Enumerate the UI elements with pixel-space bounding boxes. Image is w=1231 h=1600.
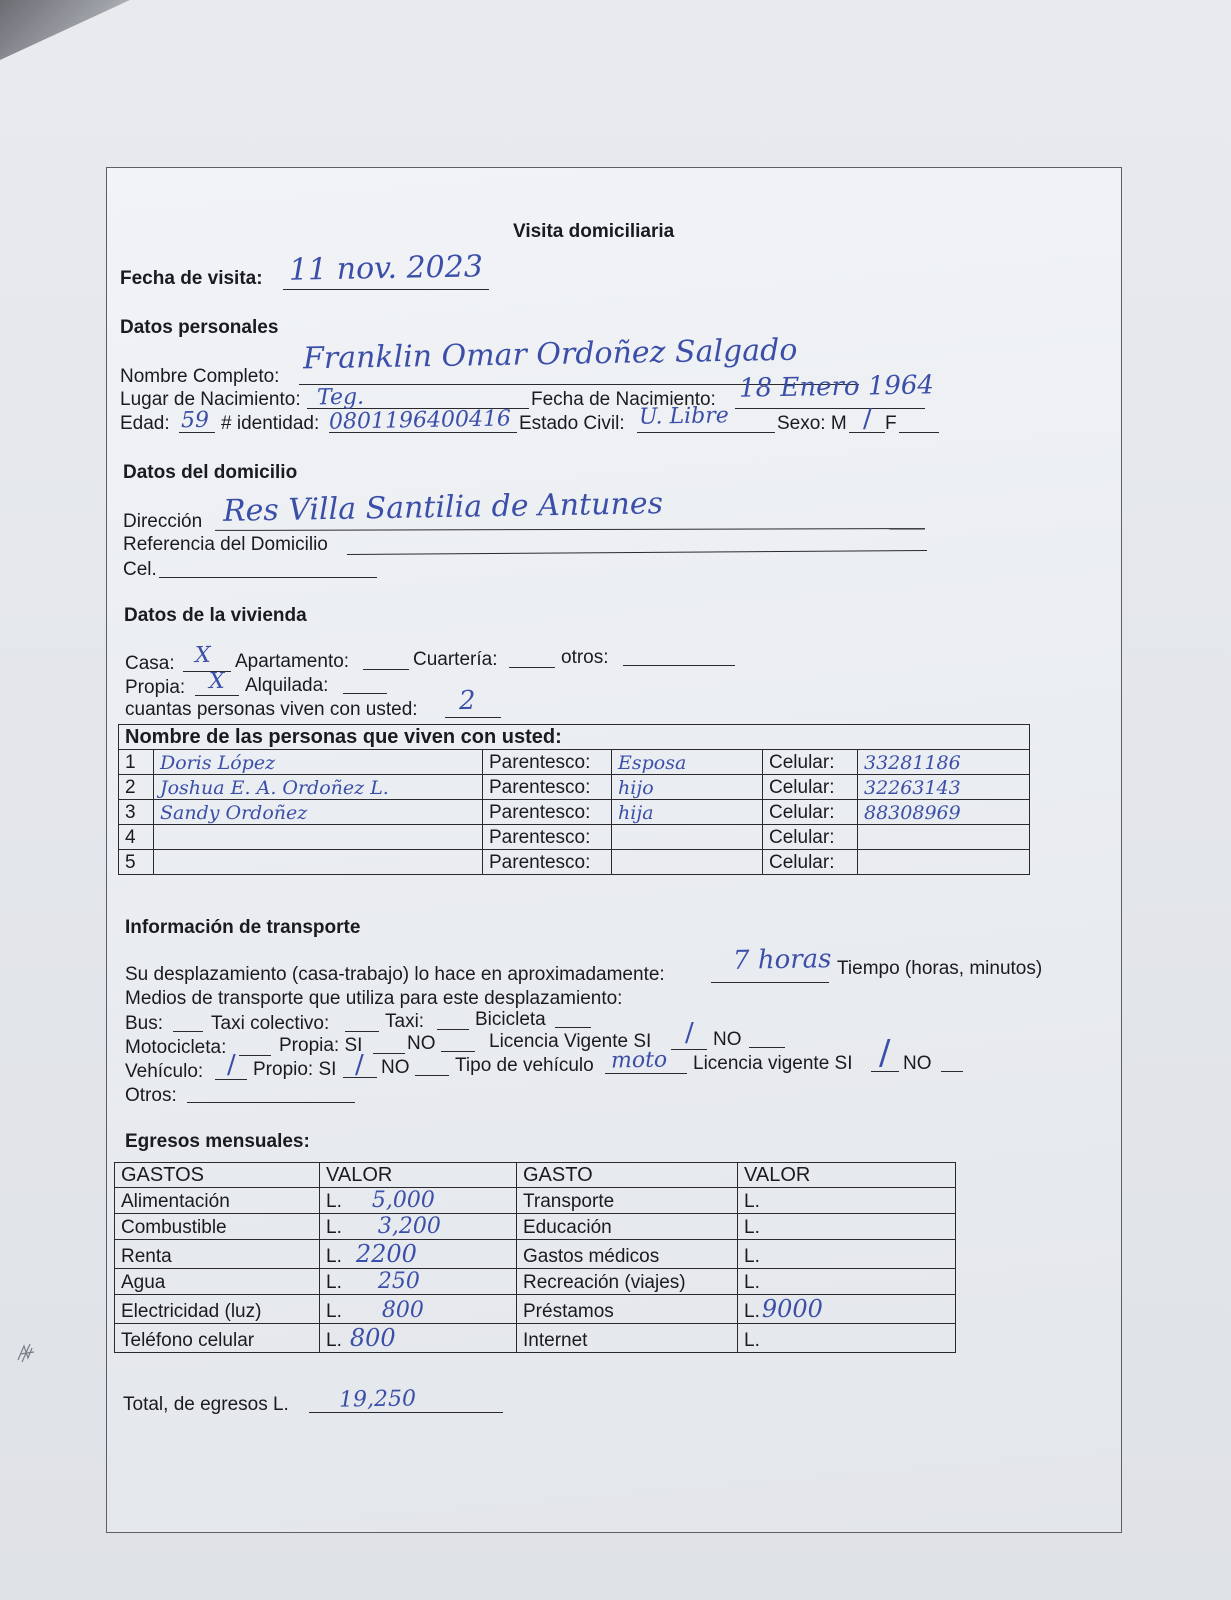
taxi-line bbox=[437, 1029, 469, 1030]
transporte-heading: Información de transporte bbox=[125, 917, 361, 938]
cuarteria-line bbox=[509, 667, 555, 668]
fecha-nacimiento-line bbox=[735, 408, 925, 409]
tiempo-label: Tiempo (horas, minutos) bbox=[837, 958, 1043, 979]
estado-civil-value[interactable]: U. Libre bbox=[638, 403, 729, 430]
table-row bbox=[119, 825, 1030, 850]
gasto2-valor-cell[interactable] bbox=[738, 1188, 956, 1214]
parentesco-label: Parentesco: bbox=[483, 750, 612, 775]
veh-propio-label: Propio: SI bbox=[253, 1059, 337, 1080]
gasto2-name: Internet bbox=[517, 1324, 738, 1353]
persona-celular[interactable]: 33281186 bbox=[858, 750, 1030, 775]
fecha-visita-line bbox=[283, 289, 489, 290]
persona-parentesco[interactable]: hijo bbox=[612, 775, 763, 800]
persona-celular[interactable]: 88308969 bbox=[858, 800, 1030, 825]
gasto-valor[interactable]: 5,000 bbox=[371, 1188, 435, 1213]
cuantas-label: cuantas personas viven con usted: bbox=[125, 699, 418, 720]
sexo-f-label: F bbox=[885, 413, 897, 434]
gasto-valor-cell[interactable] bbox=[320, 1295, 517, 1324]
alquilada-line bbox=[343, 693, 387, 694]
celular-label: Celular: bbox=[763, 775, 858, 800]
propia-label: Propia: bbox=[125, 677, 186, 698]
parentesco-label: Parentesco: bbox=[483, 825, 612, 850]
tipo-vehiculo-label: Tipo de vehículo bbox=[455, 1055, 594, 1076]
desplazamiento-value[interactable]: 7 horas bbox=[732, 944, 832, 976]
gasto-valor[interactable]: 800 bbox=[349, 1324, 396, 1352]
gasto2-valor-cell[interactable] bbox=[738, 1324, 956, 1353]
col-gastos: GASTOS bbox=[115, 1163, 320, 1188]
gasto-name: Agua bbox=[115, 1269, 320, 1295]
egresos-header-row bbox=[115, 1163, 956, 1188]
table-row bbox=[115, 1269, 956, 1295]
row-number: 4 bbox=[119, 825, 154, 850]
currency-label: L. bbox=[326, 1330, 342, 1351]
sexo-f-line bbox=[899, 432, 939, 433]
persona-nombre[interactable] bbox=[154, 850, 483, 875]
gasto2-name: Recreación (viajes) bbox=[517, 1269, 738, 1295]
table-row bbox=[115, 1295, 956, 1324]
table-row bbox=[119, 850, 1030, 875]
persona-parentesco[interactable]: hija bbox=[612, 800, 763, 825]
moto-propia-line bbox=[373, 1053, 405, 1054]
gasto-name: Alimentación bbox=[115, 1188, 320, 1214]
persona-celular[interactable] bbox=[858, 850, 1030, 875]
otros-transporte-line bbox=[187, 1102, 355, 1103]
table-row bbox=[115, 1214, 956, 1240]
cuantas-value[interactable]: 2 bbox=[458, 685, 476, 717]
table-row bbox=[115, 1240, 956, 1269]
gasto2-valor-cell[interactable] bbox=[738, 1214, 956, 1240]
taxi-colectivo-line bbox=[345, 1031, 379, 1032]
motocicleta-line bbox=[239, 1055, 271, 1056]
personas-table bbox=[118, 724, 1030, 875]
currency-label: L. bbox=[326, 1217, 342, 1238]
sexo-label: Sexo: M bbox=[777, 413, 847, 434]
currency-label: L. bbox=[744, 1246, 760, 1267]
nombre-value[interactable]: Franklin Omar Ordoñez Salgado bbox=[302, 332, 798, 377]
row-number: 2 bbox=[119, 775, 154, 800]
referencia-label: Referencia del Domicilio bbox=[123, 534, 328, 555]
parentesco-label: Parentesco: bbox=[483, 850, 612, 875]
currency-label: L. bbox=[744, 1330, 760, 1351]
gasto-valor-cell[interactable] bbox=[320, 1188, 517, 1214]
currency-label: L. bbox=[744, 1217, 760, 1238]
row-number: 3 bbox=[119, 800, 154, 825]
egresos-table bbox=[114, 1162, 956, 1353]
medios-label: Medios de transporte que utiliza para este desplazamiento: bbox=[125, 988, 623, 1009]
table-row bbox=[115, 1324, 956, 1353]
identidad-value[interactable]: 0801196400416 bbox=[328, 406, 512, 435]
persona-nombre[interactable]: Sandy Ordoñez bbox=[154, 800, 483, 825]
edad-label: Edad: bbox=[120, 413, 170, 434]
parentesco-label: Parentesco: bbox=[483, 800, 612, 825]
licencia-no-label: NO bbox=[713, 1029, 742, 1050]
otros-transporte-label: Otros: bbox=[125, 1085, 177, 1106]
persona-parentesco[interactable]: Esposa bbox=[612, 750, 763, 775]
ink-scribble-mark bbox=[14, 1340, 38, 1366]
gasto2-valor[interactable]: 9000 bbox=[761, 1295, 823, 1323]
licencia-si-mark[interactable]: / bbox=[685, 1018, 694, 1048]
total-egresos-label: Total, de egresos L. bbox=[123, 1394, 289, 1415]
gasto-valor-cell[interactable] bbox=[320, 1324, 517, 1353]
gasto-valor-cell[interactable] bbox=[320, 1240, 517, 1269]
apartamento-label: Apartamento: bbox=[235, 651, 350, 672]
persona-celular[interactable]: 32263143 bbox=[858, 775, 1030, 800]
licencia2-si-mark[interactable]: / bbox=[879, 1033, 891, 1073]
gasto-name: Renta bbox=[115, 1240, 320, 1269]
gasto-valor[interactable]: 3,200 bbox=[377, 1214, 441, 1239]
direccion-line bbox=[215, 528, 925, 531]
veh-no-line bbox=[415, 1075, 449, 1076]
otros-vivienda-label: otros: bbox=[561, 647, 609, 668]
lugar-nacimiento-value[interactable]: Teg. bbox=[316, 384, 365, 411]
row-number: 5 bbox=[119, 850, 154, 875]
cuantas-line bbox=[445, 717, 501, 718]
gasto2-valor-cell[interactable] bbox=[738, 1269, 956, 1295]
persona-celular[interactable] bbox=[858, 825, 1030, 850]
desplazamiento-label: Su desplazamiento (casa-trabajo) lo hace en aproximadamente: bbox=[125, 964, 665, 985]
table-row bbox=[119, 800, 1030, 825]
veh-no-label: NO bbox=[381, 1057, 410, 1078]
cuarteria-label: Cuartería: bbox=[413, 649, 498, 670]
moto-no-label: NO bbox=[407, 1033, 436, 1054]
gasto-name: Combustible bbox=[115, 1214, 320, 1240]
parentesco-label: Parentesco: bbox=[483, 775, 612, 800]
table-row bbox=[119, 775, 1030, 800]
licencia2-label: Licencia vigente SI bbox=[693, 1053, 853, 1074]
bicicleta-line bbox=[555, 1027, 591, 1028]
table-row bbox=[119, 750, 1030, 775]
gasto-name: Electricidad (luz) bbox=[115, 1295, 320, 1324]
gasto-valor-cell[interactable] bbox=[320, 1269, 517, 1295]
otros-vivienda-line bbox=[623, 665, 735, 666]
gasto2-name: Préstamos bbox=[517, 1295, 738, 1324]
cel-label: Cel. bbox=[123, 559, 157, 580]
celular-label: Celular: bbox=[763, 825, 858, 850]
licencia2-no-label: NO bbox=[903, 1053, 932, 1074]
currency-label: L. bbox=[326, 1246, 342, 1267]
datos-personales-heading: Datos personales bbox=[120, 317, 279, 338]
licencia-si-line bbox=[671, 1049, 707, 1050]
bicicleta-label: Bicicleta bbox=[475, 1009, 546, 1030]
veh-propio-mark[interactable]: / bbox=[355, 1050, 364, 1080]
lugar-nacimiento-label: Lugar de Nacimiento: bbox=[120, 389, 301, 410]
licencia-label: Licencia Vigente SI bbox=[489, 1031, 652, 1052]
gasto-valor[interactable]: 2200 bbox=[355, 1240, 417, 1268]
casa-value[interactable]: X bbox=[194, 642, 211, 669]
cel-line bbox=[159, 577, 377, 578]
currency-label: L. bbox=[326, 1272, 342, 1293]
persona-nombre[interactable]: Doris López bbox=[154, 750, 483, 775]
bus-label: Bus: bbox=[125, 1013, 164, 1034]
propia-value[interactable]: X bbox=[208, 668, 225, 695]
datos-vivienda-heading: Datos de la vivienda bbox=[124, 605, 307, 626]
celular-label: Celular: bbox=[763, 800, 858, 825]
col-valor: VALOR bbox=[320, 1163, 517, 1188]
apartamento-line bbox=[363, 669, 409, 670]
tipo-vehiculo-value[interactable]: moto bbox=[610, 1047, 668, 1074]
celular-label: Celular: bbox=[763, 850, 858, 875]
referencia-line bbox=[347, 550, 927, 555]
col-valor-2: VALOR bbox=[738, 1163, 956, 1188]
taxi-label: Taxi: bbox=[385, 1011, 425, 1032]
vehiculo-mark[interactable]: / bbox=[227, 1050, 236, 1080]
casa-label: Casa: bbox=[125, 653, 175, 674]
alquilada-label: Alquilada: bbox=[245, 675, 329, 696]
propia-line bbox=[195, 695, 239, 696]
form-sheet bbox=[106, 167, 1122, 1533]
datos-domicilio-heading: Datos del domicilio bbox=[123, 462, 298, 483]
currency-label: L. bbox=[326, 1191, 342, 1212]
moto-propia-label: Propia: SI bbox=[279, 1035, 363, 1056]
direccion-value[interactable]: Res Villa Santilia de Antunes bbox=[222, 486, 664, 529]
gasto-valor-cell[interactable] bbox=[320, 1214, 517, 1240]
total-egresos-line bbox=[309, 1412, 503, 1413]
currency-label: L. bbox=[744, 1191, 760, 1212]
desplazamiento-line bbox=[711, 982, 829, 983]
gasto-valor[interactable]: 250 bbox=[377, 1269, 420, 1294]
form-title: Visita domiciliaria bbox=[513, 221, 675, 242]
motocicleta-label: Motocicleta: bbox=[125, 1037, 227, 1058]
edad-value[interactable]: 59 bbox=[180, 407, 210, 434]
personas-header-row bbox=[119, 725, 1030, 750]
vehiculo-label: Vehículo: bbox=[125, 1061, 204, 1082]
nombre-label: Nombre Completo: bbox=[120, 366, 280, 387]
persona-parentesco[interactable] bbox=[612, 850, 763, 875]
gasto2-name: Transporte bbox=[517, 1188, 738, 1214]
gasto2-valor-cell[interactable] bbox=[738, 1295, 956, 1324]
estado-civil-label: Estado Civil: bbox=[519, 413, 625, 434]
gasto2-valor-cell[interactable] bbox=[738, 1240, 956, 1269]
col-gasto: GASTO bbox=[517, 1163, 738, 1188]
gasto2-name: Gastos médicos bbox=[517, 1240, 738, 1269]
fecha-nacimiento-value[interactable]: 18 Enero 1964 bbox=[738, 370, 935, 404]
gasto-valor[interactable]: 800 bbox=[381, 1298, 424, 1323]
licencia2-no-line bbox=[941, 1071, 963, 1072]
currency-label: L. bbox=[744, 1272, 760, 1293]
fecha-visita-label: Fecha de visita: bbox=[120, 268, 263, 289]
persona-parentesco[interactable] bbox=[612, 825, 763, 850]
identidad-label: # identidad: bbox=[221, 413, 320, 434]
gasto-name: Teléfono celular bbox=[115, 1324, 320, 1353]
persona-nombre[interactable]: Joshua E. A. Ordoñez L. bbox=[154, 775, 483, 800]
fecha-nacimiento-label: Fecha de Nacimiento: bbox=[531, 389, 716, 410]
egresos-heading: Egresos mensuales: bbox=[125, 1131, 310, 1152]
gasto2-name: Educación bbox=[517, 1214, 738, 1240]
row-number: 1 bbox=[119, 750, 154, 775]
celular-label: Celular: bbox=[763, 750, 858, 775]
moto-no-line bbox=[441, 1051, 475, 1052]
table-row bbox=[115, 1188, 956, 1214]
estado-civil-line bbox=[637, 432, 775, 433]
bus-line bbox=[173, 1031, 203, 1032]
currency-label: L. bbox=[326, 1301, 342, 1322]
currency-label: L. bbox=[744, 1301, 760, 1322]
direccion-label: Dirección bbox=[123, 511, 203, 532]
taxi-colectivo-label: Taxi colectivo: bbox=[211, 1013, 330, 1034]
personas-header: Nombre de las personas que viven con usted: bbox=[119, 725, 1030, 750]
total-egresos-value[interactable]: 19,250 bbox=[338, 1386, 417, 1413]
persona-nombre[interactable] bbox=[154, 825, 483, 850]
licencia-no-line bbox=[749, 1047, 785, 1048]
sexo-m-mark[interactable]: / bbox=[863, 404, 872, 434]
fecha-visita-value[interactable]: 11 nov. 2023 bbox=[288, 249, 484, 288]
